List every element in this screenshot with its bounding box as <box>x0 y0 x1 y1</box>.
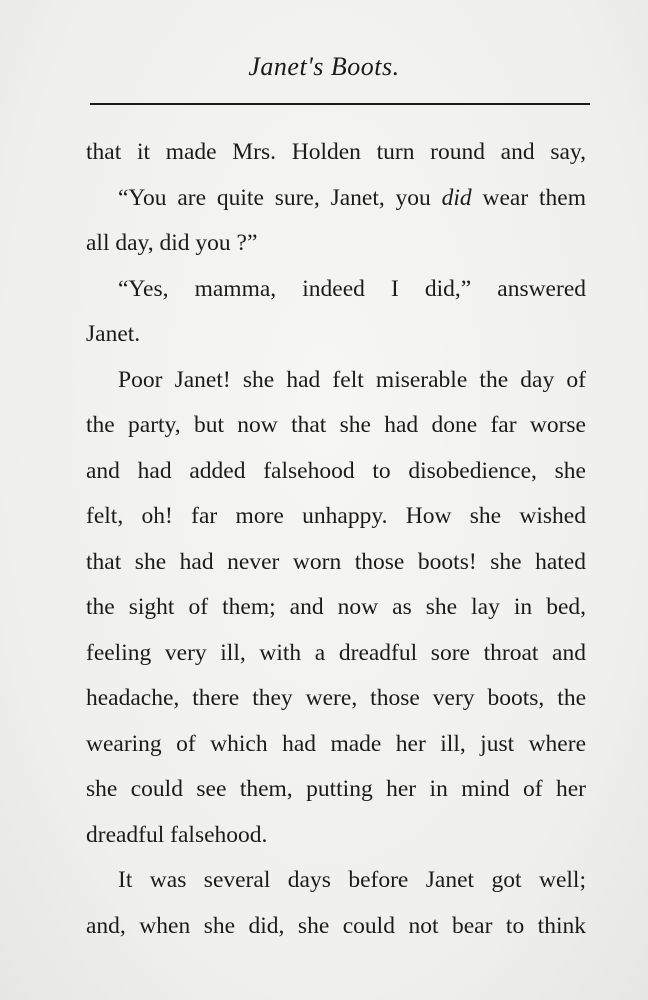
text-line: dreadful falsehood. <box>86 821 268 848</box>
text-line: that she had never worn those boots! she hated <box>86 548 586 575</box>
text-line: and, when she did, she could not bear to think <box>86 912 586 939</box>
text-line: feeling very ill, with a dreadful sore throat and <box>86 639 586 666</box>
text-line: Poor Janet! she had felt miserable the day of <box>118 366 586 393</box>
text-line: “Yes, mamma, indeed I did,” answered <box>118 275 586 302</box>
text-line-part: “You are quite sure, Janet, you <box>118 184 442 211</box>
running-header: Janet's Boots. <box>248 52 400 81</box>
text-line: wearing of which had made her ill, just where <box>86 730 586 757</box>
text-line: headache, there they were, those very boots, the <box>86 685 586 711</box>
text-line: the sight of them; and now as she lay in bed, <box>86 594 586 620</box>
italic-word: did <box>441 184 472 211</box>
text-line <box>86 176 586 222</box>
text-line: Janet. <box>86 321 141 347</box>
text-line: all day, did you ?” <box>86 230 258 256</box>
text-line: It was several days before Janet got well; <box>118 867 586 893</box>
text-line: that it made Mrs. Holden turn round and say, <box>86 139 586 165</box>
text-line-part: wear them <box>471 184 586 211</box>
text-line: she could see them, putting her in mind of her <box>86 776 586 802</box>
text-line: felt, oh! far more unhappy. How she wished <box>86 503 586 529</box>
body-text <box>86 130 586 949</box>
header-rule <box>90 103 590 105</box>
text-line: the party, but now that she had done far worse <box>86 412 586 438</box>
text-line: and had added falsehood to disobedience, she <box>86 457 586 484</box>
